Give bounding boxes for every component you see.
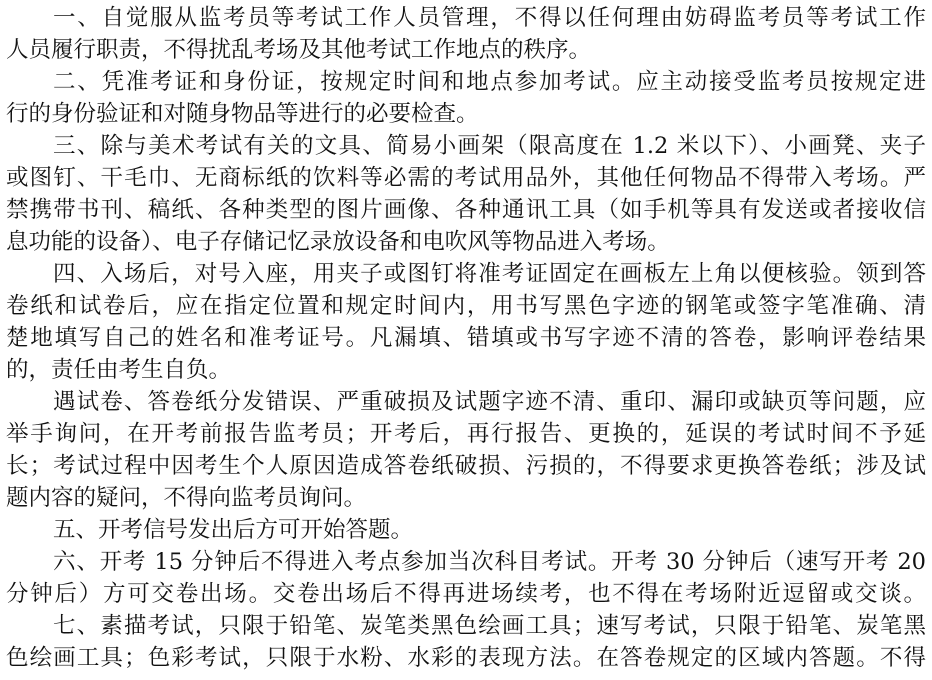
rule-7-line-1: 七、素描考试，只限于铅笔、炭笔类黑色绘画工具；速写考试，只限于铅笔、炭笔黑 — [53, 613, 926, 639]
rule-7-line-2: 色绘画工具；色彩考试，只限于水粉、水彩的表现方法。在答卷规定的区域内答题。不得 — [6, 645, 926, 671]
rule-3-line-4: 息功能的设备）、电子存储记忆录放设备和电吹风等物品进入考场。 — [6, 229, 670, 255]
rule-6-line-1: 六、开考 15 分钟后不得进入考点参加当次科目考试。开考 30 分钟后（速写开考 20 — [53, 549, 926, 575]
rule-4-line-3: 楚地填写自己的姓名和准考证号。凡漏填、错填或书写字迹不清的答卷，影响评卷结果 — [6, 325, 926, 351]
rule-2-line-1: 二、凭准考证和身份证，按规定时间和地点参加考试。应主动接受监考员按规定进 — [53, 69, 926, 95]
rule-6-line-2: 分钟后）方可交卷出场。交卷出场后不得再进场续考，也不得在考场附近逗留或交谈。 — [6, 581, 926, 607]
rule-4b-line-4: 题内容的疑问，不得向监考员询问。 — [6, 485, 367, 511]
rule-4b-line-2: 举手询问，在开考前报告监考员；开考后，再行报告、更换的，延误的考试时间不予延 — [6, 421, 926, 447]
rule-3-line-3: 禁携带书刊、稿纸、各种类型的图片画像、各种通讯工具（如手机等具有发送或者接收信 — [6, 197, 926, 223]
rule-4b-line-3: 长；考试过程中因考生个人原因造成答卷纸破损、污损的，不得要求更换答卷纸；涉及试 — [6, 453, 926, 479]
rule-2-line-2: 行的身份验证和对随身物品等进行的必要检查。 — [6, 101, 479, 127]
rule-1-line-2: 人员履行职责，不得扰乱考场及其他考试工作地点的秩序。 — [6, 37, 592, 63]
rule-3-line-2: 或图钉、干毛巾、无商标纸的饮料等必需的考试用品外，其他任何物品不得带入考场。严 — [6, 165, 926, 191]
rule-4-line-1: 四、入场后，对号入座，用夹子或图钉将准考证固定在画板左上角以便核验。领到答 — [53, 261, 926, 287]
rule-4-line-4: 的，责任由考生自负。 — [6, 357, 232, 383]
rule-1-line-1: 一、自觉服从监考员等考试工作人员管理，不得以任何理由妨碍监考员等考试工作 — [53, 5, 926, 31]
rule-4b-line-1: 遇试卷、答卷纸分发错误、严重破损及试题字迹不清、重印、漏印或缺页等问题，应 — [53, 389, 926, 415]
rule-3-line-1: 三、除与美术考试有关的文具、简易小画架（限高度在 1.2 米以下）、小画凳、夹子 — [53, 133, 926, 159]
rule-5-line-1: 五、开考信号发出后方可开始答题。 — [53, 517, 414, 543]
rule-4-line-2: 卷纸和试卷后，应在指定位置和规定时间内，用书写黑色字迹的钢笔或签字笔准确、清 — [6, 293, 926, 319]
